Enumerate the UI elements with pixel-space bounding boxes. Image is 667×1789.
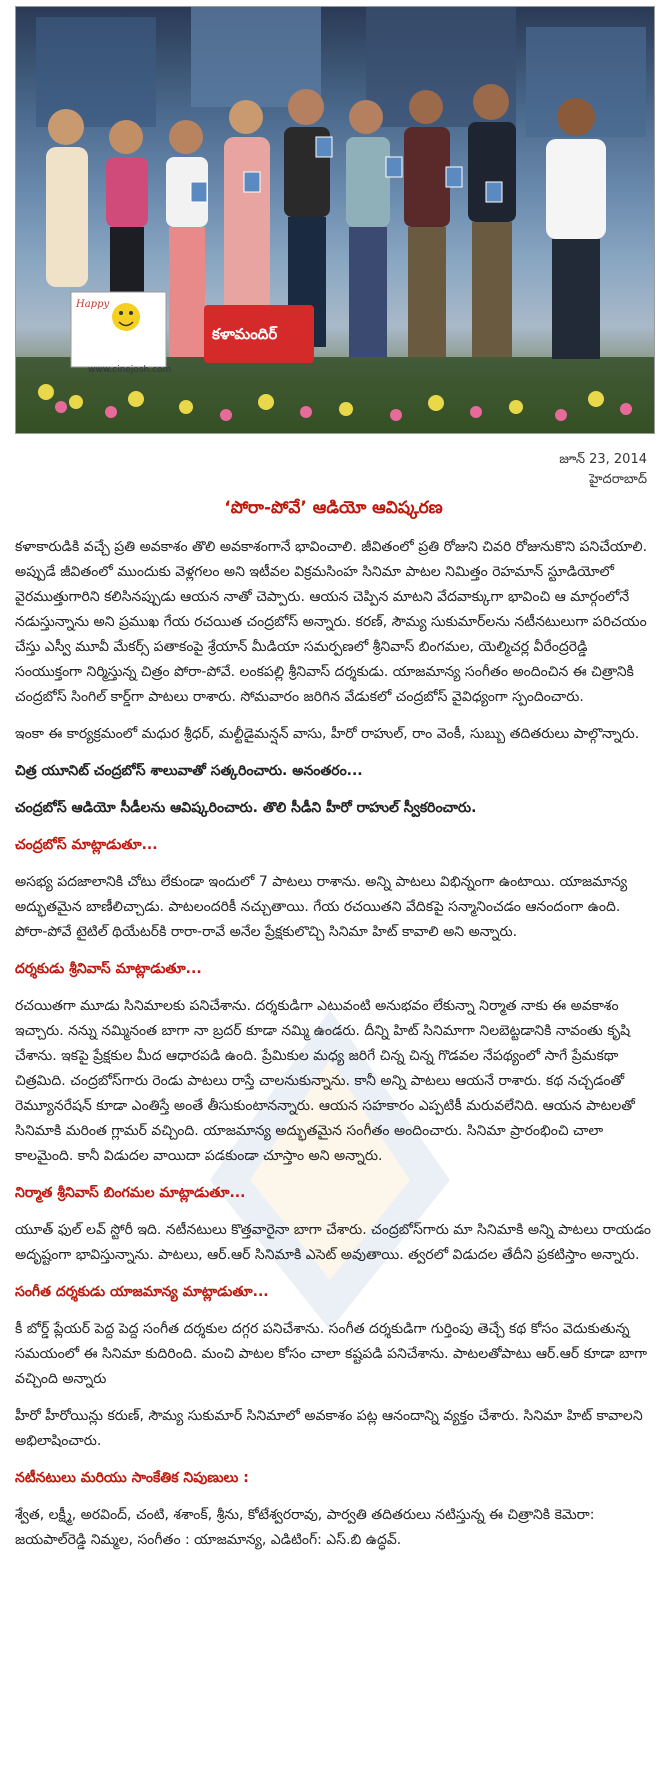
section-text-cast-crew: శ్వేత, లక్ష్మీ, అరవింద్, చంటి, శశాంక్, శ్రీను, కోటేశ్వరరావు, పార్వతి తదితరులు నటిస్తున్న ఈ చిత్రానికి కెమెరా: జయపాల్‌రెడ్డి నిమ్మల, సంగీతం : యాజమాన్య, ఎడిటింగ్: ఎస్.బి ఉద్ధవ్. xyxy=(15,1507,595,1548)
section-heading-director: దర్శకుడు శ్రీనివాస్ మాట్లాడుతూ... xyxy=(15,961,202,977)
section-heading-cast-crew: నటీనటులు మరియు సాంకేతిక నిపుణులు : xyxy=(15,1470,249,1486)
article-title: ‘పోరా-పోవే’ ఆడియో ఆవిష్కరణ xyxy=(224,498,443,518)
article-date: జూన్ 23, 2014 xyxy=(559,452,647,467)
cd-launch-line: చంద్రబోస్ ఆడియో సీడీలను ఆవిష్కరించారు. తొలి సీడీని హీరో రాహుల్ స్వీకరించారు. xyxy=(15,800,477,816)
section-text-leads: హీరో హీరోయిన్లు కరుణ్, సౌమ్య సుకుమార్ సినిమాలో అవకాశం పట్ల ఆనందాన్ని వ్యక్తం చేశారు. సినిమా హిట్ కావాలని అభిలాషించారు. xyxy=(15,1408,643,1449)
felicitation-line: చిత్ర యూనిట్ చంద్రబోస్ శాలువాతో సత్కరించారు. అనంతరం... xyxy=(15,763,363,779)
sign-text: Happy xyxy=(76,299,110,310)
attendees-paragraph: ఇంకా ఈ కార్యక్రమంలో మధుర శ్రీధర్, మల్టీడైమన్షన్ వాసు, హీరో రాహుల్, రాం వెంకీ, సుబ్బు తదితరులు పాల్గొన్నారు. xyxy=(15,726,640,742)
event-photo xyxy=(15,6,655,434)
article-body xyxy=(15,535,655,1565)
photo-watermark: www.cinejosh.com xyxy=(88,365,172,375)
section-text-music-director: కీ బోర్డ్ ప్లేయర్ పెద్ద పెద్ద సంగీత దర్శకుల దగ్గర పనిచేశాను. సంగీత దర్శకుడిగా గుర్తింపు తెచ్చే కథ కోసం వెదుకుతున్న సమయంలో ఈ సినిమా కుదిరింది. మంచి పాటల కోసం చాలా కష్టపడి పనిచేశాను. పాటలతోపాటు ఆర్.ఆర్ కూడా బాగా వచ్చింది అన్నారు xyxy=(15,1321,647,1387)
section-heading-producer: నిర్మాత శ్రీనివాస్ బింగమల మాట్లాడుతూ... xyxy=(15,1185,246,1201)
section-text-producer: యూత్ ఫుల్ లవ్ స్టోరీ ఇది. నటీనటులు కొత్తవారైనా బాగా చేశారు. చంద్రబోస్‌గారు మా సినిమాకి అన్ని పాటలు రాయడం అదృష్టంగా భావిస్తున్నాను. పాటలు, ఆర్.ఆర్ సినిమాకి ఎసెట్ అవుతాయి. త్వరలో విడుదల తేదీని ప్రకటిస్తాం అన్నారు. xyxy=(15,1222,651,1263)
section-heading-chandrabose: చంద్రబోస్ మాట్లాడుతూ... xyxy=(15,837,158,853)
banner-brand-text: కళామందిర్ xyxy=(212,325,278,343)
section-text-chandrabose: అసభ్య పదజాలానికి చోటు లేకుండా ఇందులో 7 పాటలు రాశాను. అన్ని పాటలు విభిన్నంగా ఉంటాయి. యాజమాన్య అద్భుతమైన బాణీలిచ్చాడు. పాటలందరికీ నచ్చుతాయి. గేయ రచయితని వేదికపై సన్మానించడం ఆనందంగా ఉంది. పోరా-పోవే టైటిల్ థియేటర్‌కి రారా-రావే అనేల ప్రేక్షకులొచ్చి సినిమా హిట్ కావాలి అని అన్నారు. xyxy=(15,874,628,940)
intro-paragraph: కళాకారుడికి వచ్చే ప్రతి అవకాశం తొలి అవకాశంగానే భావించాలి. జీవితంలో ప్రతి రోజుని చివరి రోజునుకొని పనిచేయాలి. అప్పుడే జీవితంలో ముందుకు వెళ్లగలం అని ఇటీవల విక్రమసింహ సినిమా పాటల నిమిత్తం రెహమాన్ స్టూడియోలో వైరముత్తుగారిని కలిసినప్పుడు ఆయన నాతో చెప్పారు. ఆయన చెప్పిన మాటని వేదవాక్కుగా భావించి ఆ మార్గంలోనే నడుస్తున్నాను అని ప్రముఖ గేయ రచయిత చంద్రబోస్ అన్నారు. కరణ్, సౌమ్య సుకుమార్‌లను నటీనటులుగా పరిచయం చేస్తు ఎస్వీ మూవీ మేకర్స్ పతాకంపై శ్రేయాన్ మీడియా సమర్పణలో శ్రీనివాస్ బింగమల, యెల్మిచర్ల వీరేంద్రరెడ్డి సంయుక్తంగా నిర్మిస్తున్న చిత్రం పోరా-పోవే. లంకపల్లి శ్రీనివాస్ దర్శకుడు. యాజమాన్య సంగీతం అందించిన ఈ చిత్రానికి చంద్రబోస్ సింగిల్ కార్డ్‌గా పాటలు రాశారు. సోమవారం జరిగిన వేడుకలో చంద్రబోస్ వైవిధ్యంగా స్పందించారు. xyxy=(15,539,648,705)
section-heading-music-director: సంగీత దర్శకుడు యాజమాన్య మాట్లాడుతూ... xyxy=(15,1284,269,1300)
article-place: హైదరాబాద్ xyxy=(589,472,647,487)
section-text-director: రచయితగా మూడు సినిమాలకు పనిచేశాను. దర్శకుడిగా ఎటువంటి అనుభవం లేకున్నా నిర్మాత నాకు ఈ అవకాశం ఇచ్చారు. నన్ను నమ్మినంత బాగా నా బ్రదర్ కూడా నమ్మి ఉండరు. దీన్ని హిట్ సినిమాగా నిలబెట్టడానికి నావంతు కృషి చేశాను. ఇకపై ప్రేక్షకుల మీద ఆధారపడి ఉంది. ప్రేమికుల మధ్య జరిగే చిన్న చిన్న గొడవల నేపథ్యంలో సాగే ప్రేమకథా చిత్రమిది. చంద్రబోస్‌గారు రెండు పాటలు రాస్తే చాలనుకున్నాను. కానీ అన్ని పాటలు ఆయనే రాశారు. కథ నచ్చడంతో రెమ్యూనరేషన్ కూడా ఎంతిస్తే అంతే తీసుకుంటానన్నారు. ఆయన సహకారం ఎప్పటికీ మరువలేనిది. ఆయన పాటలతో సినిమాకి మరింత గ్లామర్ వచ్చింది. యాజమాన్య అద్భుతమైన సంగీతం అందించారు. సినిమా ప్రారంభించి చాలా కాలమైంది. కానీ విడుదల వాయిదా పడకుండా చూస్తాం అని అన్నారు. xyxy=(15,998,635,1164)
